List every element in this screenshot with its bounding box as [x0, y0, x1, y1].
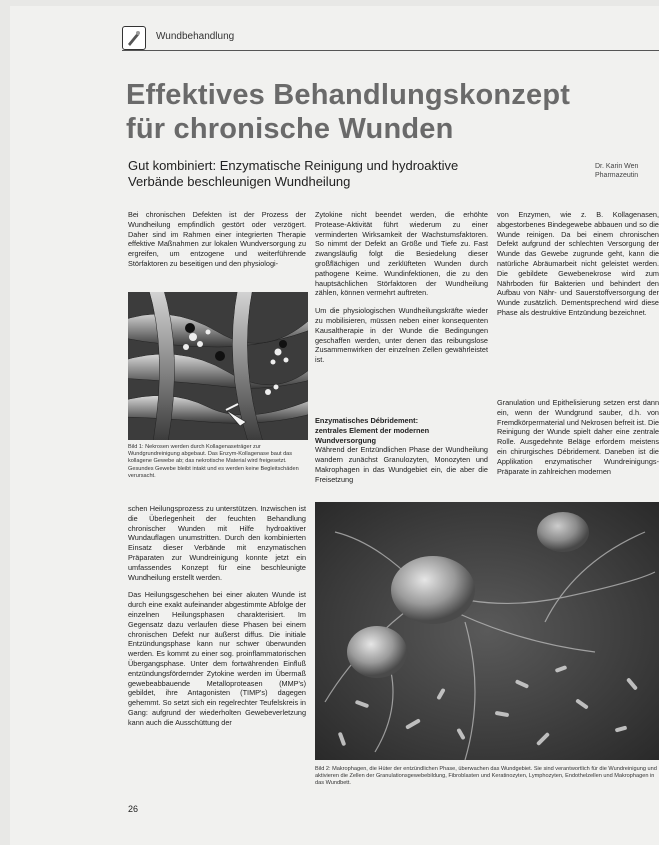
header-rule [122, 50, 659, 51]
article-title [126, 78, 646, 146]
collagen-fibers-illustration [128, 292, 308, 440]
section-heading-line-1: Enzymatisches Débridement: [315, 416, 419, 425]
column-2-top [315, 210, 488, 373]
page-header [122, 26, 659, 52]
author-title: Pharmazeutin [595, 172, 639, 179]
figure-1-illustration [128, 292, 308, 440]
col3-paragraph-1: von Enzymen, wie z. B. Kollagenasen, abgestorbenes Bindegewebe abbauen und so die Wunde reinigen. Da bei einem chronischen Defekt aufgrund der schlechten Versorgung der Wunde das Gewebe zugrunde geht, kann die natürliche Abräumarbeit nicht geleistet werden. Die gebildete Gewebenekrose wird zum Nährboden für Bakterien und behindert den Aufbau von Nähr- und Sauerstoffversorgung der Wunde zusätzlich. Dementsprechend wird diese Phase als destruktive Entzündung bezeichnet. [497, 210, 659, 317]
section-heading-line-2: zentrales Element der modernen [315, 425, 430, 435]
column-1-body [128, 504, 306, 736]
magazine-logo [122, 26, 146, 50]
column-2-section [315, 416, 488, 493]
subtitle-line-2: Verbände beschleunigen Wundheilung [128, 174, 351, 189]
pen-icon [125, 29, 143, 47]
col2-paragraph-3: Während der Entzündlichen Phase der Wundheilung wandern zunächst Granulozyten, Monozyten und Makrophagen in das Wundgebiet ein, die aber die Freisetzung [315, 445, 488, 484]
figure-2-caption: Bild 2: Makrophagen, die Hüter der entzündlichen Phase, überwachen das Wundgebiet. Sie sind verantwortlich für die Wundreinigung und aktivieren die Zellen der Granulationsgewebebildung, Fibroblasten und Keratinozyten, Lymphozyten, Endothelzellen und Makrophagen in das Wundbett. [315, 766, 657, 787]
col3-paragraph-2: Granulation und Epithelisierung setzen erst dann ein, wenn der Wundgrund sauber, d.h. von Fremdkörpermaterial und Nekrosen befreit ist. Die Reinigung der Wunde spielt daher eine zentrale Rolle. Ausgedehnte Beläge erfordern meistens ein chirurgisches Débridement. Daneben ist die Applikation enzymatischer Wundreinigungs-Präparate in zahlreichen modernen [497, 398, 659, 476]
figure-1-caption: Bild 1: Nekrosen werden durch Kollagenaseträger zur Wundgrundreinigung abgebaut. Das Enzym-Kollagenase baut das kollagene Gewebe ab; das nekrotische Material wird freigesetzt. Gesundes Gewebe bleibt intakt und es werden keine Begleitschäden verursacht. [128, 444, 299, 479]
title-line-2: für chronische Wunden [126, 113, 454, 145]
column-3-top [497, 210, 659, 326]
col1-intro-paragraph: Bei chronischen Defekten ist der Prozess der Wundheilung empfindlich gestört oder verzögert. Daher sind im Rahmen einer integrierten Therapie effektive Maßnahmen zur lokalen Wundversorgung zu ergreifen, um entzogene und weiterführende Störfaktoren zu beseitigen und den physiologi- [128, 210, 306, 268]
col2-paragraph-1: Zytokine nicht beendet werden, die erhöhte Protease-Aktivität führt wiederum zu einer verminderten Wirksamkeit der Wachstumsfaktoren. So nimmt der Defekt an Größe und Tiefe zu. Fast zwangsläufig folgt die Besiedelung dieser großflächigen und zerklüfteten Wunden durch pathogene Keime. Wundinfektionen, die zu den hauptsächlichen Störfaktoren der Wundheilung zählen, können vermehrt auftreten. [315, 210, 488, 298]
column-1-intro [128, 210, 306, 277]
author-block [595, 162, 659, 180]
column-3-bottom [497, 398, 659, 484]
page-number: 26 [128, 804, 139, 814]
title-line-1: Effektives Behandlungskonzept [126, 79, 571, 111]
section-heading-line-3: Wundversorgung [315, 435, 377, 445]
magazine-page [10, 6, 659, 845]
article-subtitle [128, 158, 498, 190]
col1-paragraph-1: schen Heilungsprozess zu unterstützen. Inzwischen ist die Überlegenheit der feuchten Behandlung chronischer Wunden mit Hilfe hydroaktiver Wundauflagen unumstritten. Durch den kombinierten Einsatz dieser Verbände mit enzymatischen Präparaten zur Wundreinigung konnte jetzt ein umfassendes Konzept für eine beschleunigte Wundheilung erstellt werden. [128, 504, 306, 582]
figure-2-micrograph [315, 502, 659, 760]
macrophage-micrograph [315, 502, 659, 760]
subtitle-line-1: Gut kombiniert: Enzymatische Reinigung und hydroaktive [128, 158, 459, 173]
col1-paragraph-2: Das Heilungsgeschehen bei einer akuten Wunde ist durch eine exakt aufeinander abgestimmte Abfolge der einzelnen Heilungsphasen charakterisiert. Im Gegensatz dazu verlaufen diese Phasen bei einem chronischen Defekt nur äußerst diffus. Die initiale Entzündungsphase kann nur schwer überwunden werden. Es kommt zu einer sog. proinflammatorischen Übergangsphase. Unter dem fortwährenden Einfluß entzündungsfördernder Zytokine werden im Übermaß gewebeabbauende Metalloproteasen (MMP's) gebildet, ihre Antagonisten (TIMP's) dagegen gehemmt. So setzt sich ein regelrechter Teufelskreis in Gang: aufgrund der wiederholten Gewebeverletzung kann auch die Ausschüttung der [128, 590, 306, 727]
section-label: Wundbehandlung [156, 31, 235, 42]
author-name: Dr. Karin Wen [595, 163, 639, 170]
col2-paragraph-2: Um die physiologischen Wundheilungskräfte wieder zu mobilisieren, müssen neben einer konsequenten Kausaltherapie in der Wunde die Bedingungen geschaffen werden, unter denen das reibungslose Zusammenwirken der einzelnen Zellen gewährleistet ist. [315, 306, 488, 365]
